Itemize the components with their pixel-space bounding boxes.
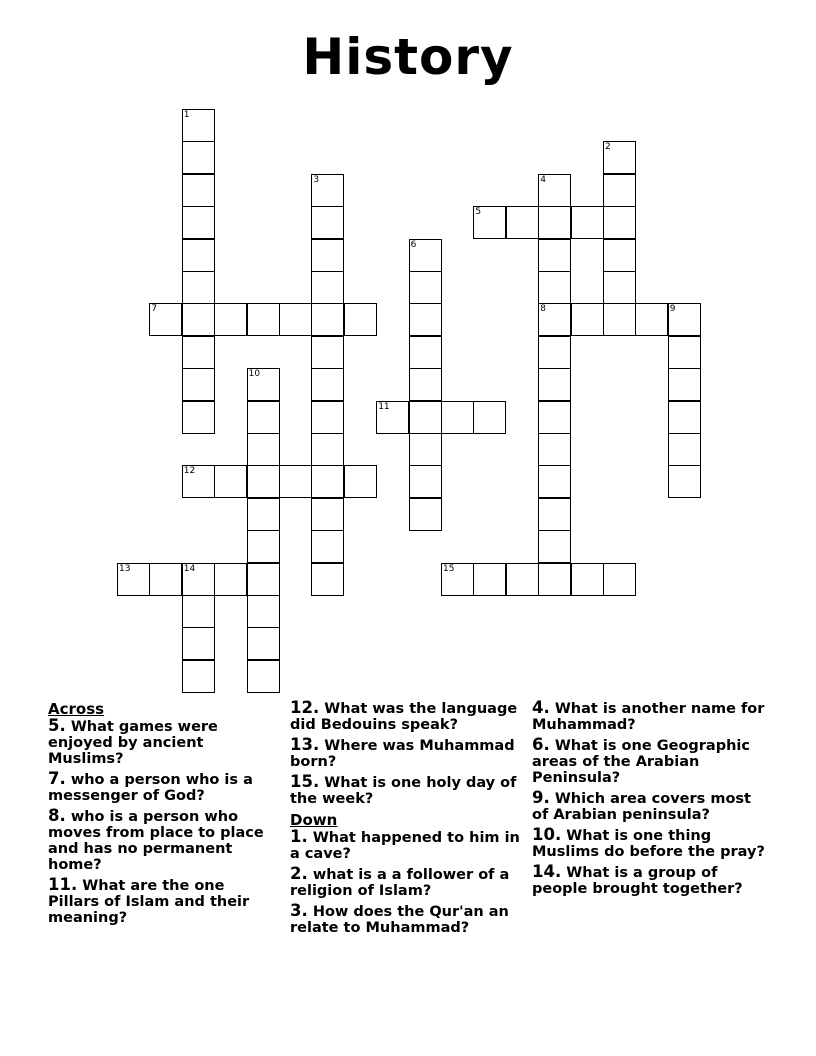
grid-cell[interactable] [117, 563, 150, 596]
grid-cell[interactable] [538, 336, 571, 369]
clue-number: 3 [313, 174, 320, 185]
grid-cell[interactable] [668, 303, 701, 336]
grid-cell[interactable] [538, 465, 571, 498]
grid-cell[interactable] [538, 433, 571, 466]
clue-number: 4 [540, 174, 546, 185]
grid-cell[interactable] [247, 433, 280, 466]
grid-cell[interactable] [247, 563, 280, 596]
grid-cell[interactable] [182, 303, 215, 336]
clue-number: 14 [183, 563, 196, 574]
grid-cell[interactable] [344, 303, 377, 336]
grid-cell[interactable] [473, 563, 506, 596]
grid-cell[interactable] [603, 206, 636, 239]
down-clue: 3. How does the Qur'an an relate to Muhammad? [290, 901, 509, 936]
grid-cell[interactable] [247, 530, 280, 563]
grid-cell[interactable] [182, 368, 215, 401]
grid-cell[interactable] [311, 239, 344, 272]
grid-cell[interactable] [538, 239, 571, 272]
clue-number: 11 [378, 401, 390, 412]
clue-number: 7 [151, 304, 158, 315]
grid-cell[interactable] [182, 271, 215, 304]
grid-cell[interactable] [247, 465, 280, 498]
grid-cell[interactable] [182, 174, 215, 207]
grid-cell[interactable] [311, 303, 344, 336]
grid-cell[interactable] [409, 368, 442, 401]
grid-cell[interactable] [279, 465, 312, 498]
grid-cell[interactable] [571, 206, 604, 239]
grid-cell[interactable] [409, 336, 442, 369]
grid-cell[interactable] [182, 563, 215, 596]
grid-cell[interactable] [311, 401, 344, 434]
grid-cell[interactable] [441, 563, 474, 596]
down-clue: 1. What happened to him in a cave? [290, 827, 520, 862]
grid-cell[interactable] [182, 141, 215, 174]
grid-cell[interactable] [538, 206, 571, 239]
grid-cell[interactable] [409, 465, 442, 498]
across-clue: 7. who a person who is a messenger of God? [48, 769, 253, 804]
grid-cell[interactable] [214, 563, 247, 596]
grid-cell[interactable] [344, 465, 377, 498]
grid-cell[interactable] [311, 433, 344, 466]
grid-cell[interactable] [409, 433, 442, 466]
grid-cell[interactable] [409, 303, 442, 336]
grid-cell[interactable] [668, 368, 701, 401]
clue-number: 13 [119, 563, 131, 574]
clue-number: 8 [540, 304, 546, 315]
clue-number: 5 [475, 207, 482, 218]
grid-cell[interactable] [635, 303, 668, 336]
across-clue: 5. What games were enjoyed by ancient Muslims? [48, 716, 218, 767]
grid-cell[interactable] [571, 303, 604, 336]
grid-cell[interactable] [311, 174, 344, 207]
grid-cell[interactable] [603, 563, 636, 596]
grid-cell[interactable] [311, 368, 344, 401]
clue-number: 10 [248, 369, 261, 380]
grid-cell[interactable] [506, 206, 539, 239]
grid-cell[interactable] [182, 465, 215, 498]
down-clue: 4. What is another name for Muhammad? [532, 698, 765, 733]
across-clue: 15. What is one holy day of the week? [290, 772, 517, 807]
grid-cell[interactable] [603, 271, 636, 304]
grid-cell[interactable] [409, 239, 442, 272]
grid-cell[interactable] [668, 336, 701, 369]
clue-number: 9 [669, 304, 676, 315]
across-header: Across [48, 700, 105, 718]
grid-cell[interactable] [473, 206, 506, 239]
across-clue: 13. Where was Muhammad born? [290, 735, 515, 770]
clue-number: 1 [183, 110, 190, 120]
grid-cell[interactable] [603, 303, 636, 336]
grid-cell[interactable] [538, 563, 571, 596]
down-clue: 9. Which area covers most of Arabian peninsula? [532, 788, 751, 823]
grid-cell[interactable] [149, 303, 182, 336]
clue-number: 15 [443, 563, 455, 574]
grid-cell[interactable] [506, 563, 539, 596]
grid-cell[interactable] [538, 530, 571, 563]
grid-cell[interactable] [182, 627, 215, 660]
grid-cell[interactable] [182, 206, 215, 239]
grid-cell[interactable] [409, 271, 442, 304]
grid-cell[interactable] [311, 498, 344, 531]
grid-cell[interactable] [311, 336, 344, 369]
grid-cell[interactable] [311, 465, 344, 498]
grid-cell[interactable] [538, 498, 571, 531]
down-clue: 2. what is a a follower of a religion of Islam? [290, 864, 510, 899]
grid-cell[interactable] [538, 174, 571, 207]
across-clue: 12. What was the language did Bedouins speak? [290, 698, 518, 733]
grid-cell[interactable] [311, 530, 344, 563]
grid-cell[interactable] [538, 271, 571, 304]
grid-cell[interactable] [311, 563, 344, 596]
down-header: Down [290, 811, 338, 829]
grid-cell[interactable] [182, 109, 215, 142]
grid-cell[interactable] [247, 368, 280, 401]
grid-cell[interactable] [182, 595, 215, 628]
grid-cell[interactable] [668, 465, 701, 498]
grid-cell[interactable] [247, 660, 280, 693]
grid-cell[interactable] [247, 303, 280, 336]
grid-cell[interactable] [214, 465, 247, 498]
grid-cell[interactable] [538, 401, 571, 434]
grid-cell[interactable] [376, 401, 409, 434]
grid-cell[interactable] [247, 627, 280, 660]
across-clue: 8. who is a person who moves from place to place and has no permanent home? [48, 806, 264, 873]
clue-number: 6 [410, 239, 417, 250]
grid-cell[interactable] [409, 498, 442, 531]
grid-cell[interactable] [538, 368, 571, 401]
grid-cell[interactable] [603, 239, 636, 272]
grid-cell[interactable] [603, 141, 636, 174]
down-clue: 6. What is one Geographic areas of the Arabian Peninsula? [532, 735, 750, 786]
grid-cell[interactable] [668, 401, 701, 434]
grid-cell[interactable] [247, 498, 280, 531]
grid-cell[interactable] [668, 433, 701, 466]
grid-cell[interactable] [311, 271, 344, 304]
clue-number: 2 [605, 142, 611, 153]
down-clue: 10. What is one thing Muslims do before the pray? [532, 825, 765, 860]
grid-cell[interactable] [311, 206, 344, 239]
grid-cell[interactable] [182, 401, 215, 434]
clue-number: 12 [183, 466, 196, 477]
clues-column-2 [290, 700, 522, 940]
grid-cell[interactable] [409, 401, 442, 434]
grid-cell[interactable] [182, 239, 215, 272]
grid-cell[interactable] [247, 401, 280, 434]
grid-cell[interactable] [538, 303, 571, 336]
page-title: History [302, 28, 514, 86]
clues-column-1 [48, 700, 273, 930]
across-clue: 11. What are the one Pillars of Islam and their meaning? [48, 875, 250, 926]
grid-cell[interactable] [279, 303, 312, 336]
grid-cell[interactable] [182, 336, 215, 369]
grid-cell[interactable] [247, 595, 280, 628]
grid-cell[interactable] [182, 660, 215, 693]
clues-column-3 [532, 700, 772, 901]
grid-cell[interactable] [603, 174, 636, 207]
grid-cell[interactable] [571, 563, 604, 596]
grid-cell[interactable] [214, 303, 247, 336]
down-clue: 14. What is a group of people brought together? [532, 862, 743, 897]
grid-cell[interactable] [441, 401, 474, 434]
grid-cell[interactable] [149, 563, 182, 596]
grid-cell[interactable] [473, 401, 506, 434]
